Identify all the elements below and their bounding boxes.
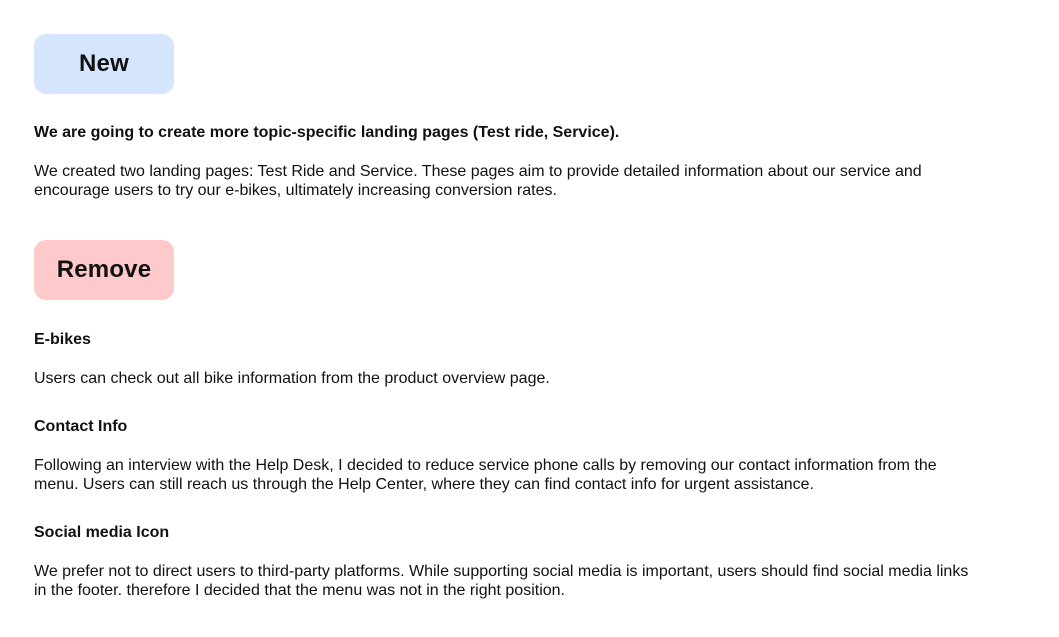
new-section-body: We created two landing pages: Test Ride and Service. These pages aim to provide detailed information about our service and encourage users to try our e-bikes, ultimately increasing conversion rates. <box>34 163 922 199</box>
remove-item-title-contact-info: Contact Info <box>34 418 128 435</box>
remove-badge <box>34 240 174 300</box>
remove-item-body-social-media-icon: We prefer not to direct users to third-party platforms. While supporting social media is important, users should find social media links in the footer. therefore I decided that the menu was not in the right position. <box>34 563 969 599</box>
remove-item-title-ebikes: E-bikes <box>34 331 91 348</box>
new-section-heading: We are going to create more topic-specific landing pages (Test ride, Service). <box>34 124 620 141</box>
changelog-page <box>34 34 994 600</box>
remove-item-title-social-media-icon: Social media Icon <box>34 524 170 541</box>
remove-item-body-ebikes: Users can check out all bike information from the product overview page. <box>34 370 550 387</box>
new-badge-label: New <box>79 50 129 77</box>
remove-item-body-contact-info: Following an interview with the Help Desk, I decided to reduce service phone calls by removing our contact information from the menu. Users can still reach us through the Help Center, where they can find contact info for urgent assistance. <box>34 457 937 493</box>
remove-badge-label: Remove <box>56 256 152 283</box>
new-badge <box>34 34 174 94</box>
